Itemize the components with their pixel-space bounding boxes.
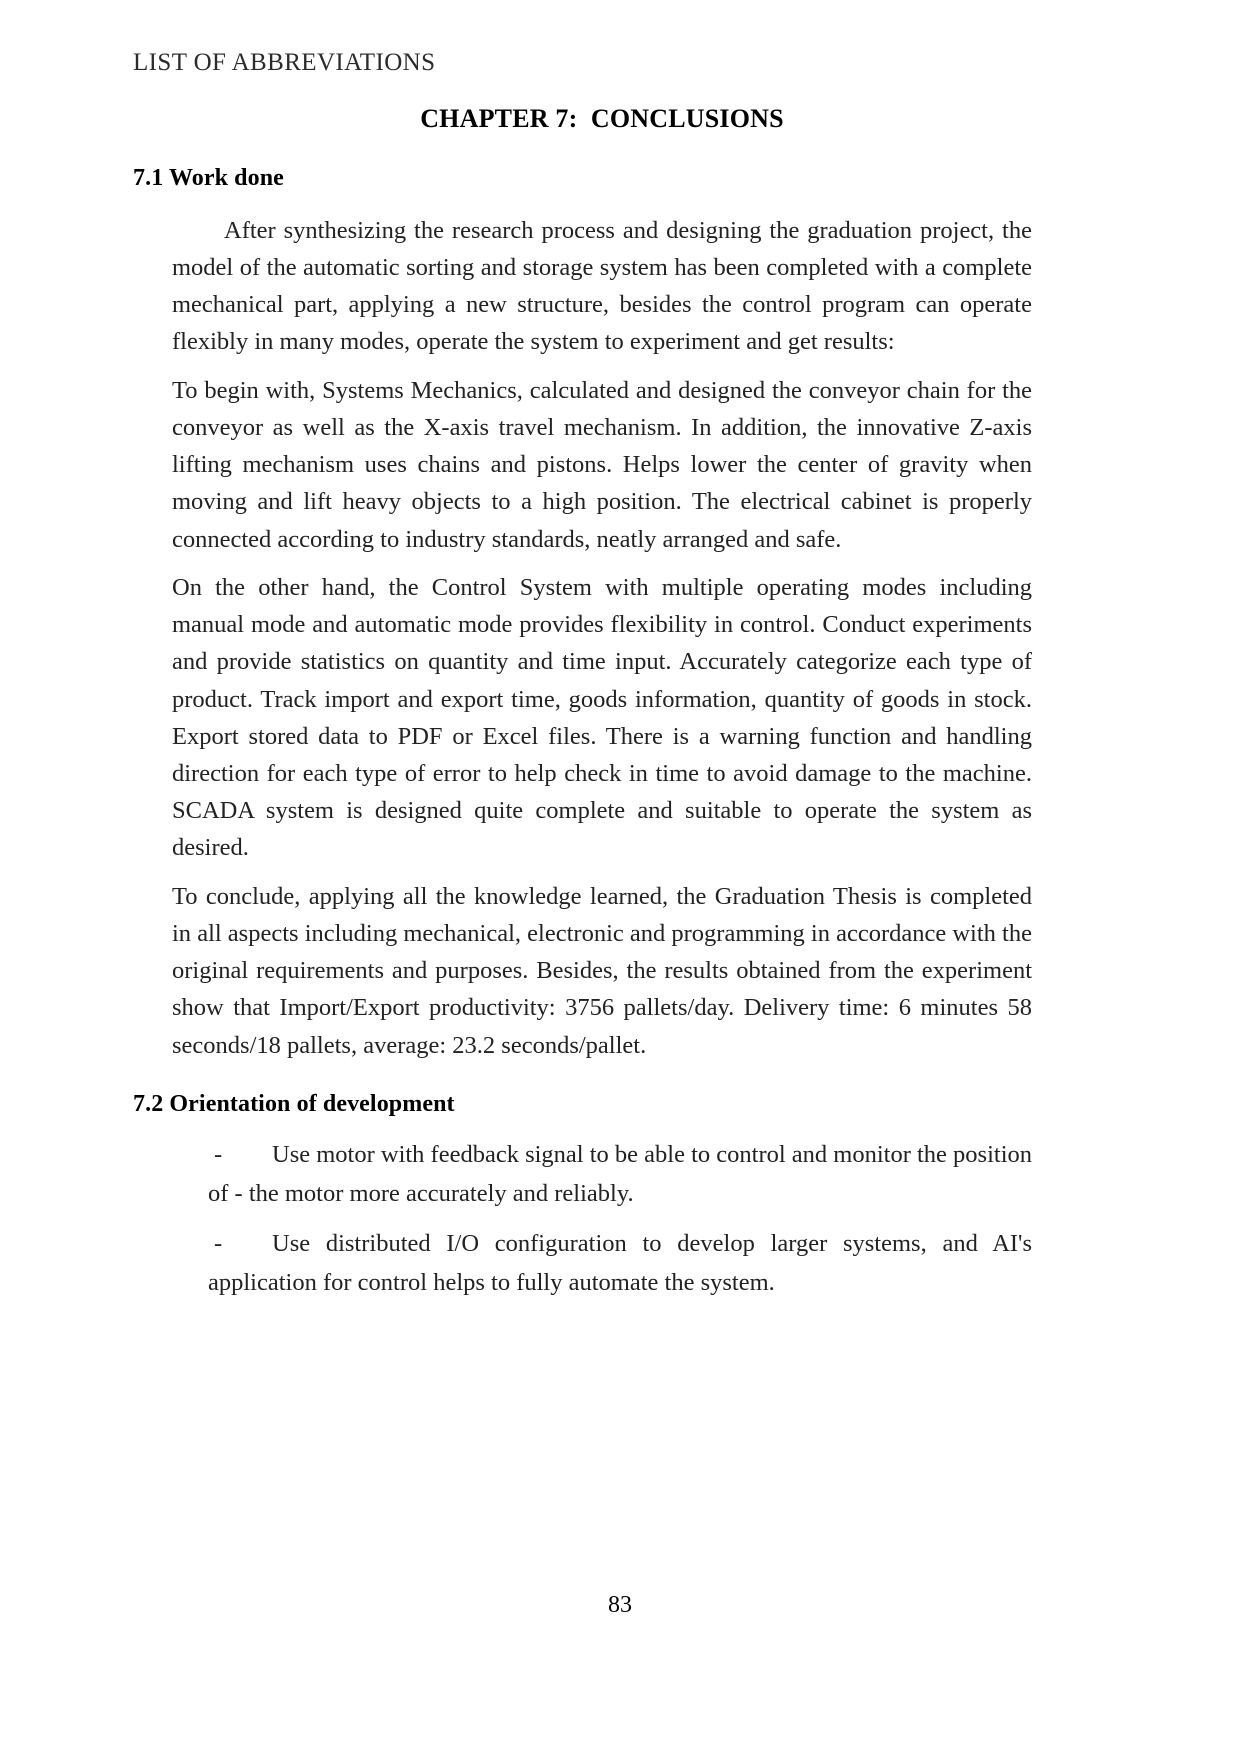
paragraph: On the other hand, the Control System with multiple operating modes including manual mode and automatic mode provides flexibility in control. Conduct experiments and provide statistics on quantity and time input. Accurately categorize each type of product. Track import and export time, goods information, quantity of goods in stock. Export stored data to PDF or Excel files. There is a warning function and handling direction for each type of error to help check in time to avoid damage to the machine. SCADA system is designed quite complete and suitable to operate the system as desired. (172, 573, 1032, 862)
page-content (133, 100, 1033, 1303)
list-item (172, 1136, 1032, 1213)
list-item (172, 1225, 1032, 1302)
bullet-list (172, 1136, 1032, 1303)
paragraph: After synthesizing the research process and designing the graduation project, the model of the automatic sorting and storage system has been completed with a complete mechanical part, applying a new structure, besides the control program can operate flexibly in many modes, operate the system to experiment and get results: (172, 216, 1032, 356)
list-item-text: Use motor with feedback signal to be able to control and monitor the position of - the motor more accurately and reliably. (208, 1140, 1033, 1207)
page-number: 83 (608, 1592, 632, 1618)
chapter-title: CHAPTER 7: CONCLUSIONS (420, 104, 784, 133)
section-heading-7-1: 7.1 Work done (133, 164, 284, 191)
paragraph: To begin with, Systems Mechanics, calculated and designed the conveyor chain for the conveyor as well as the X-axis travel mechanism. In addition, the innovative Z-axis lifting mechanism uses chains and pistons. Helps lower the center of gravity when moving and lift heavy objects to a high position. The electrical cabinet is properly connected according to industry standards, neatly arranged and safe. (172, 376, 1032, 553)
paragraph: To conclude, applying all the knowledge learned, the Graduation Thesis is completed in all aspects including mechanical, electronic and programming in accordance with the original requirements and purposes. Besides, the results obtained from the experiment show that Import/Export productivity: 3756 pallets/day. Delivery time: 6 minutes 58 seconds/18 pallets, average: 23.2 seconds/pallet. (172, 882, 1032, 1059)
section-heading-7-2: 7.2 Orientation of development (133, 1090, 455, 1117)
dash-bullet-marker: - (214, 1140, 223, 1168)
running-header: LIST OF ABBREVIATIONS (133, 49, 436, 76)
dash-bullet-marker: - (214, 1230, 223, 1258)
list-item-text: Use distributed I/O configuration to develop larger systems, and AI's application for control helps to fully automate the system. (208, 1230, 1032, 1296)
